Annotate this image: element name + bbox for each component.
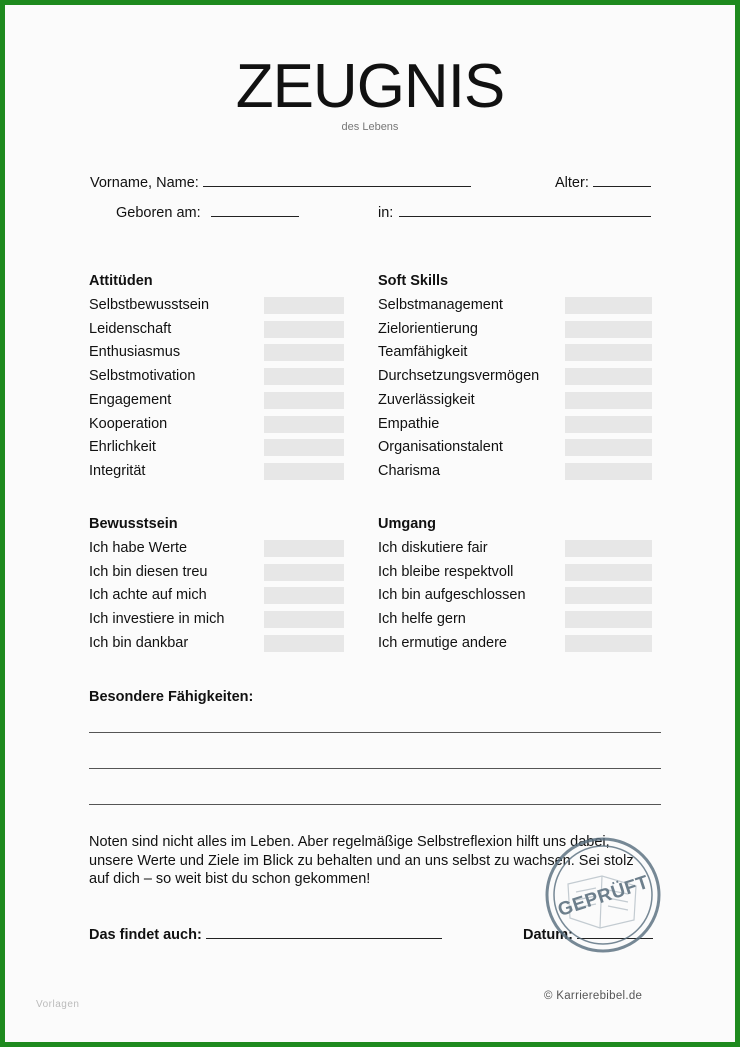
place-input-line[interactable]: [399, 202, 651, 217]
list-item: Ehrlichkeit: [89, 439, 156, 455]
section-heading-bewusstsein: Bewusstsein: [89, 516, 178, 532]
list-item: Selbstbewusstsein: [89, 297, 210, 313]
rating-box[interactable]: [565, 463, 652, 480]
list-item: Enthusiasmus: [89, 344, 181, 360]
rating-box[interactable]: [565, 439, 652, 456]
rating-box[interactable]: [264, 439, 344, 456]
name-field: [90, 172, 471, 191]
list-item: Zielorientierung: [378, 321, 478, 337]
rating-box[interactable]: [565, 321, 652, 338]
list-item: Leidenschaft: [89, 321, 172, 337]
rating-box[interactable]: [565, 611, 652, 628]
date-label: Datum:: [523, 927, 573, 943]
list-item: Organisationstalent: [378, 439, 503, 455]
place-field: [378, 202, 651, 221]
list-item: Ich bleibe respektvoll: [378, 564, 514, 580]
list-item: Ich diskutiere fair: [378, 540, 488, 556]
rating-box[interactable]: [565, 392, 652, 409]
rating-box[interactable]: [565, 540, 652, 557]
stamp-text: GEPRÜFT: [555, 871, 652, 921]
special-skills-line[interactable]: [89, 732, 661, 733]
document-subtitle: des Lebens: [341, 121, 399, 133]
rating-box[interactable]: [264, 297, 344, 314]
rating-box[interactable]: [565, 587, 652, 604]
name-input-line[interactable]: [203, 172, 471, 187]
list-item: Durchsetzungsvermögen: [378, 368, 540, 384]
note-line-1: Noten sind nicht alles im Leben. Aber regelmäßige Selbstreflexion hilft uns dabei,: [89, 834, 610, 850]
section-heading-soft-skills: Soft Skills: [378, 273, 449, 289]
list-item: Ich bin dankbar: [89, 635, 189, 651]
rating-box[interactable]: [264, 416, 344, 433]
list-item: Integrität: [89, 463, 146, 479]
list-item: Ich helfe gern: [378, 611, 466, 627]
special-skills-line[interactable]: [89, 768, 661, 769]
footer-copyright: © Karrierebibel.de: [544, 990, 643, 1002]
rating-box[interactable]: [565, 344, 652, 361]
name-label: Vorname, Name:: [90, 175, 199, 191]
document-title: ZEUGNIS: [235, 52, 505, 121]
age-label: Alter:: [555, 175, 589, 191]
note-line-3: auf dich – so weit bist du schon gekommen!: [89, 871, 371, 887]
rating-box[interactable]: [264, 344, 344, 361]
special-skills-line[interactable]: [89, 804, 661, 805]
rating-box[interactable]: [264, 564, 344, 581]
list-item: Empathie: [378, 416, 440, 432]
age-input-line[interactable]: [593, 172, 651, 187]
rating-box[interactable]: [565, 564, 652, 581]
special-skills-heading: Besondere Fähigkeiten:: [89, 689, 254, 705]
list-item: Kooperation: [89, 416, 168, 432]
rating-box[interactable]: [264, 392, 344, 409]
rating-box[interactable]: [264, 368, 344, 385]
rating-box[interactable]: [565, 416, 652, 433]
list-item: Ich habe Werte: [89, 540, 188, 556]
rating-box[interactable]: [264, 540, 344, 557]
list-item: Ich bin aufgeschlossen: [378, 587, 526, 603]
rating-box[interactable]: [264, 463, 344, 480]
list-item: Teamfähigkeit: [378, 344, 468, 360]
agree-field: [89, 924, 442, 943]
place-label: in:: [378, 205, 394, 221]
rating-box[interactable]: [565, 297, 652, 314]
note-line-2: unsere Werte und Ziele im Blick zu behalten und an uns selbst zu wachsen. Sei stolz: [89, 852, 634, 869]
agree-label: Das findet auch:: [89, 927, 202, 943]
age-field: [555, 172, 651, 191]
born-field: [116, 202, 299, 221]
list-item: Selbstmotivation: [89, 368, 196, 384]
list-item: Engagement: [89, 392, 172, 408]
rating-box[interactable]: [264, 635, 344, 652]
list-item: Ich bin diesen treu: [89, 564, 208, 580]
list-item: Selbstmanagement: [378, 297, 503, 313]
list-item: Ich investiere in mich: [89, 611, 225, 627]
footer-left-text: Vorlagen: [36, 999, 80, 1010]
list-item: Charisma: [378, 463, 441, 479]
list-item: Ich ermutige andere: [378, 635, 507, 651]
section-heading-attitueden: Attitüden: [89, 273, 153, 289]
approved-stamp: [544, 836, 662, 954]
born-input-line[interactable]: [211, 202, 299, 217]
list-item: Ich achte auf mich: [89, 587, 207, 603]
section-heading-umgang: Umgang: [378, 516, 436, 532]
rating-box[interactable]: [565, 368, 652, 385]
rating-box[interactable]: [565, 635, 652, 652]
rating-box[interactable]: [264, 321, 344, 338]
rating-box[interactable]: [264, 611, 344, 628]
rating-box[interactable]: [264, 587, 344, 604]
agree-input-line[interactable]: [206, 924, 442, 939]
list-item: Zuverlässigkeit: [378, 392, 475, 408]
born-label: Geboren am:: [116, 205, 201, 221]
